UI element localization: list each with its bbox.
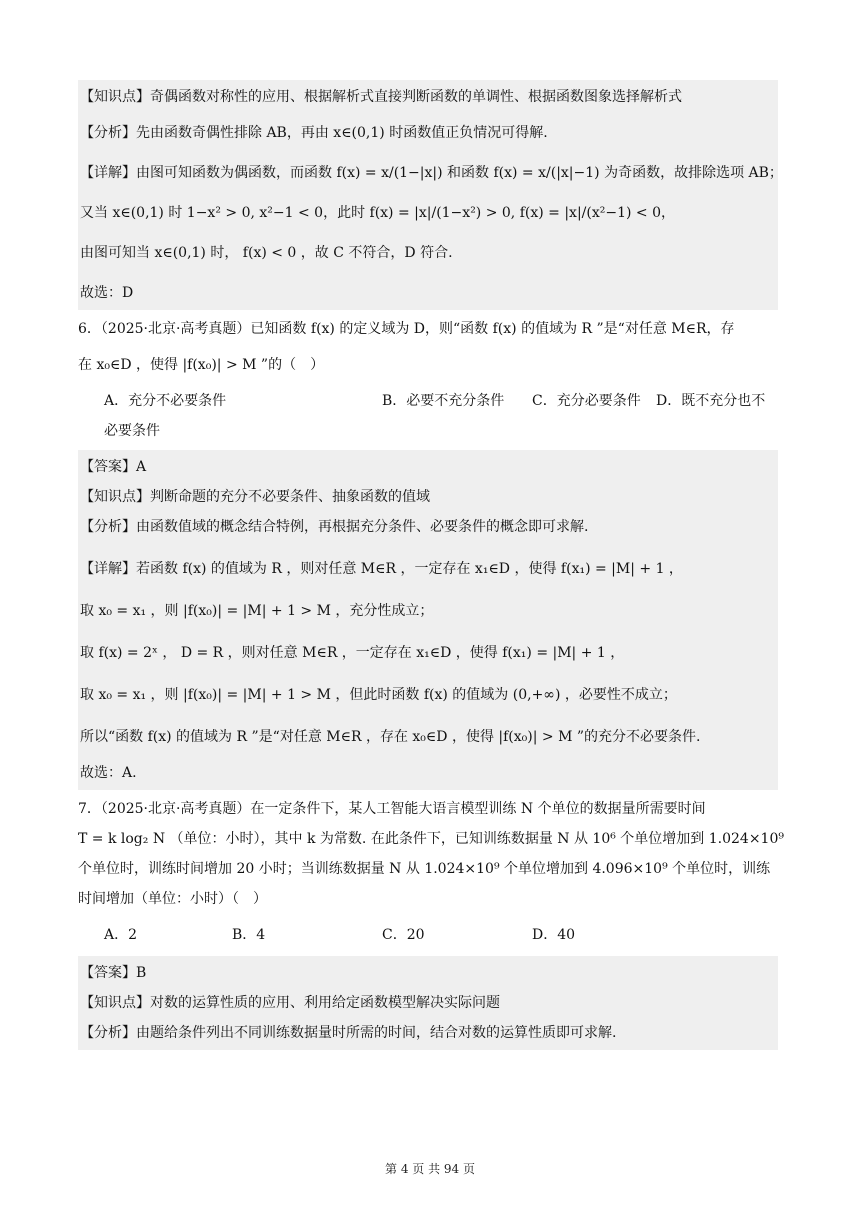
option-c: C．20 <box>382 927 425 943</box>
solution-block-q6 <box>78 450 778 790</box>
detail-line-2: 取 x₀ = x₁ ，则 |f(x₀)| = |M| + 1 > M ，充分性成立； <box>80 603 434 619</box>
detail-line: 【详解】若函数 f(x) 的值域为 R ，则对任意 M∈R ，一定存在 x₁∈D ，使得 f(x₁) = |M| + 1 ， <box>80 561 683 577</box>
analysis-line: 【分析】先由函数奇偶性排除 AB，再由 x∈(0,1) 时函数值正负情况可得解. <box>80 125 548 141</box>
choose-line: 故选：A. <box>80 765 137 781</box>
detail-line: 【详解】由图可知函数为偶函数，而函数 f(x) = x/(1−|x|) 和函数 f(x) = x/(|x|−1) 为奇函数，故排除选项 AB； <box>80 165 783 181</box>
detail-line-2: 又当 x∈(0,1) 时 1−x² > 0, x²−1 < 0，此时 f(x) = |x|/(1−x²) > 0, f(x) = |x|/(x²−1) < 0， <box>80 205 675 221</box>
option-a: A．充分不必要条件 <box>104 393 227 409</box>
option-b: B．4 <box>232 927 266 943</box>
question-7-stem-2: T = k log₂ N （单位：小时），其中 k 为常数. 在此条件下，已知训练数据量 N 从 10⁶ 个单位增加到 1.024×10⁹ <box>78 831 784 847</box>
choose-line: 故选：D <box>80 285 134 301</box>
question-7-stem-4: 时间增加（单位：小时）（ ） <box>78 891 267 907</box>
answer-line: 【答案】B <box>80 965 147 981</box>
option-d-continued: 必要条件 <box>104 423 160 439</box>
knowledge-line: 【知识点】对数的运算性质的应用、利用给定函数模型解决实际问题 <box>80 995 500 1011</box>
analysis-line: 【分析】由题给条件列出不同训练数据量时所需的时间，结合对数的运算性质即可求解. <box>80 1025 617 1041</box>
option-b: B．必要不充分条件 <box>382 393 505 409</box>
option-c: C．充分必要条件 <box>532 393 641 409</box>
detail-line-4: 取 x₀ = x₁ ，则 |f(x₀)| = |M| + 1 > M ，但此时函数 f(x) 的值域为 (0,+∞) ，必要性不成立； <box>80 687 677 703</box>
document-page <box>78 80 784 1050</box>
knowledge-line: 【知识点】判断命题的充分不必要条件、抽象函数的值域 <box>80 489 430 505</box>
question-7-stem-3: 个单位时，训练时间增加 20 小时；当训练数据量 N 从 1.024×10⁹ 个单位增加到 4.096×10⁹ 个单位时，训练 <box>78 861 771 877</box>
solution-block-q7 <box>78 956 778 1050</box>
question-7-options <box>78 924 778 948</box>
detail-line-5: 所以“函数 f(x) 的值域为 R ”是“对任意 M∈R ，存在 x₀∈D ，使得 |f(x₀)| > M ”的充分不必要条件. <box>80 729 701 745</box>
option-d: D．既不充分也不 <box>656 393 766 409</box>
option-a: A．2 <box>104 927 138 943</box>
question-6-options <box>78 390 778 414</box>
detail-line-3: 取 f(x) = 2ˣ ， D = R ，则对任意 M∈R ，一定存在 x₁∈D ，使得 f(x₁) = |M| + 1 ， <box>80 645 625 661</box>
analysis-line: 【分析】由函数值域的概念结合特例，再根据充分条件、必要条件的概念即可求解. <box>80 519 589 535</box>
option-d: D．40 <box>532 927 576 943</box>
detail-line-3: 由图可知当 x∈(0,1) 时， f(x) < 0 ，故 C 不符合，D 符合. <box>80 245 453 261</box>
answer-line: 【答案】A <box>80 459 147 475</box>
solution-block-q5 <box>78 80 783 310</box>
page-footer: 第 4 页 共 94 页 <box>385 1162 475 1176</box>
knowledge-line: 【知识点】奇偶函数对称性的应用、根据解析式直接判断函数的单调性、根据函数图象选择解析式 <box>80 89 682 105</box>
question-6-stem-2: 在 x₀∈D ，使得 |f(x₀)| > M ”的（ ） <box>78 357 325 373</box>
question-7-stem-1: 7．（2025·北京·高考真题）在一定条件下，某人工智能大语言模型训练 N 个单位的数据量所需要时间 <box>78 801 706 817</box>
question-6-stem-1: 6．（2025·北京·高考真题）已知函数 f(x) 的定义域为 D，则“函数 f(x) 的值域为 R ”是“对任意 M∈R，存 <box>78 321 735 337</box>
